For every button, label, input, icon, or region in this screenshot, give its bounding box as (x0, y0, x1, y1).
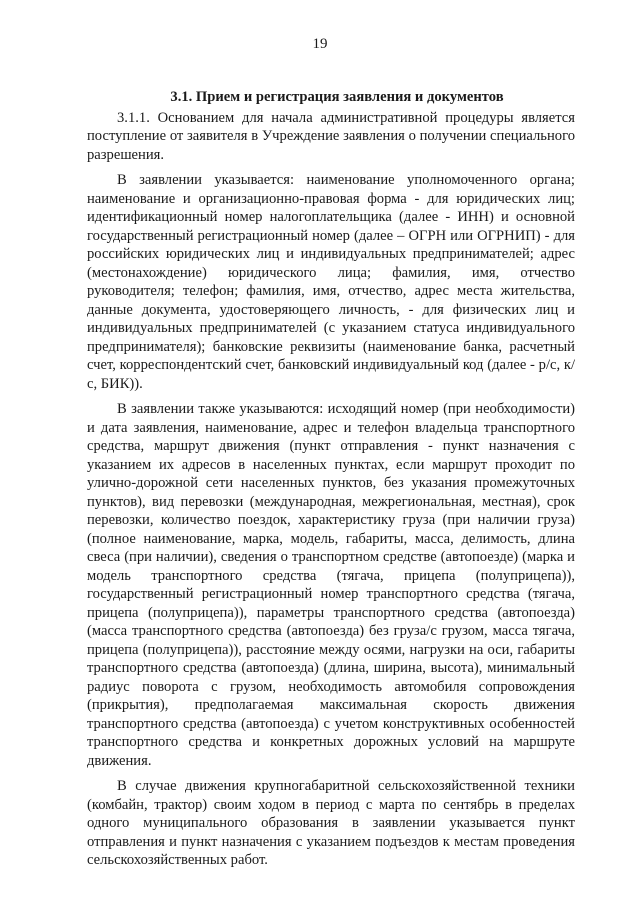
paragraph-additional-details: В заявлении также указываются: исходящий номер (при необходимости) и дата заявления, наименование, адрес и телефон владельца транспортного средства, маршрут движения (пункт отправления - пункт назначения с указанием их адресов в населенных пунктах, если маршрут проходит по улично-дорожной сети населенных пунктов, без указания промежуточных пунктов), вид перевозки (международная, межрегиональная, местная), срок перевозки, количество поездок, характеристику груза (при наличии груза) (полное наименование, марка, модель, габариты, масса, делимость, длина свеса (при наличии), сведения о транспортном средстве (автопоезде) (марка и модель транспортного средства (тягача, прицепа (полуприцепа)), государственный регистрационный номер транспортного средства (тягача, прицепа (полуприцепа)), параметры транспортного средства (автопоезда) (масса транспортного средства (автопоезда) без груза/с грузом, масса тягача, прицепа (полуприцепа)), расстояние между осями, нагрузки на оси, габариты транспортного средства (автопоезда) (длина, ширина, высота), минимальный радиус поворота с грузом, необходимость автомобиля сопровождения (прикрытия), предполагаемая максимальная скорость движения транспортного средства (автопоезда) с учетом конструктивных особенностей транспортного средства и конкретных дорожных условий на маршруте движения. (87, 401, 575, 769)
document-body (87, 88, 575, 870)
paragraph-application-contents: В заявлении указывается: наименование уполномоченного органа; наименование и организационно-правовая форма - для юридических лиц; идентификационный номер налогоплательщика (далее - ИНН) и основной государственный регистрационный номер (далее – ОГРН или ОГРНИП) - для российских юридических лиц и индивидуальных предпринимателей; адрес (местонахождение) юридического лица; фамилия, имя, отчество руководителя; телефон; фамилия, имя, отчество, адрес места жительства, данные документа, удостоверяющего личность, - для физических лиц и индивидуальных предпринимателей (с указанием статуса индивидуального предпринимателя); банковские реквизиты (наименование банка, расчетный счет, корреспондентский счет, банковский индивидуальный код (далее - р/с, к/с, БИК)). (87, 172, 575, 392)
page-number: 19 (312, 36, 328, 52)
paragraph-agricultural-machinery: В случае движения крупногабаритной сельскохозяйственной техники (комбайн, трактор) своим ходом в период с марта по сентябрь в пределах одного муниципального образования в заявлении указывается пункт отправления и пункт назначения с указанием подъездов к местам проведения сельскохозяйственных работ. (87, 778, 575, 868)
paragraph-basis: 3.1.1. Основанием для начала административной процедуры является поступление от заявителя в Учреждение заявления о получении специального разрешения. (87, 109, 575, 163)
section-heading: 3.1. Прием и регистрация заявления и документов (170, 89, 504, 105)
